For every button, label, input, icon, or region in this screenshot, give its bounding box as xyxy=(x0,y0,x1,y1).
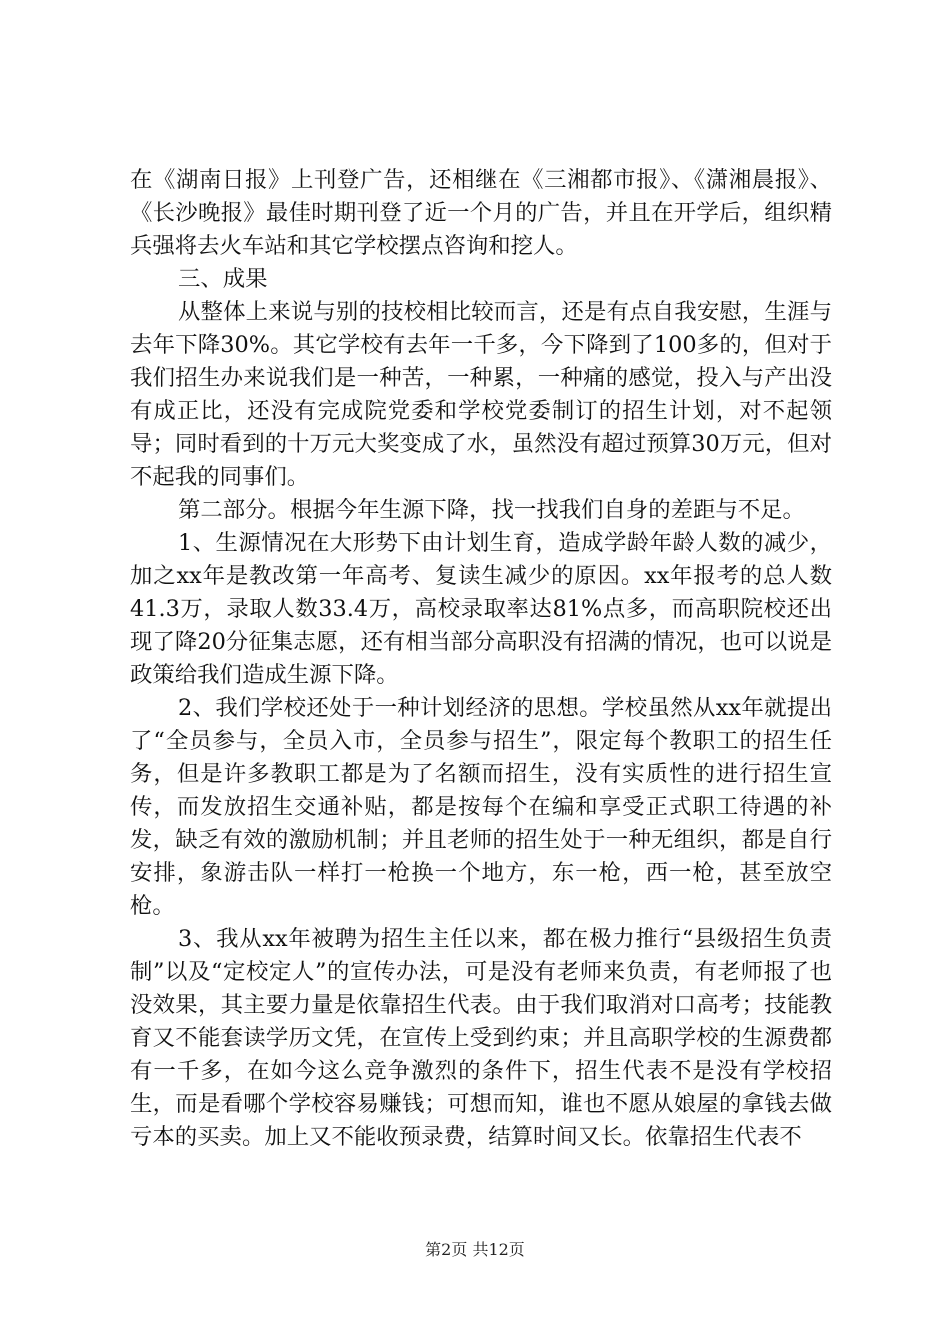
body-paragraph: 从整体上来说与别的技校相比较而言，还是有点自我安慰，生涯与去年下降30%。其它学校有去年一千多，今下降到了100多的，但对于我们招生办来说我们是一种苦，一种累，一种痛的感觉，投入与产出没有成正比，还没有完成院党委和学校党委制订的招生计划，对不起领导；同时看到的十万元大奖变成了水，虽然没有超过预算30万元，但对不起我的同事们。 xyxy=(130,299,832,490)
body-paragraph: 在《湖南日报》上刊登广告，还相继在《三湘都市报》、《潇湘晨报》、《长沙晚报》最佳时期刊登了近一个月的广告，并且在开学后，组织精兵强将去火车站和其它学校摆点咨询和挖人。 xyxy=(130,167,832,259)
document-body xyxy=(130,164,832,1154)
numbered-paragraph: 3、我从xx年被聘为招生主任以来，都在极力推行“县级招生负责制”以及“定校定人”的宣传办法，可是没有老师来负责，有老师报了也没效果，其主要力量是依靠招生代表。由于我们取消对口高考；技能教育又不能套读学历文凭，在宣传上受到约束；并且高职学校的生源费都有一千多，在如今这么竞争激烈的条件下，招生代表不是没有学校招生，而是看哪个学校容易赚钱；可想而知，谁也不愿从娘屋的拿钱去做亏本的买卖。加上又不能收预录费，结算时间又长。依靠招生代表不 xyxy=(130,926,832,1150)
page-footer xyxy=(0,1240,950,1260)
numbered-paragraph: 1、生源情况在大形势下由计划生育，造成学龄年龄人数的减少，加之xx年是教改第一年高考、复读生减少的原因。xx年报考的总人数41.3万，录取人数33.4万，高校录取率达81%点多，而高职院校还出现了降20分征集志愿，还有相当部分高职没有招满的情况，也可以说是政策给我们造成生源下降。 xyxy=(130,530,832,688)
section-heading: 三、成果 xyxy=(178,266,268,292)
numbered-paragraph: 2、我们学校还处于一种计划经济的思想。学校虽然从xx年就提出了“全员参与，全员入市，全员参与招生”，限定每个教职工的招生任务，但是许多教职工都是为了名额而招生，没有实质性的进行招生宣传，而发放招生交通补贴，都是按每个在编和享受正式职工待遇的补发，缺乏有效的激励机制；并且老师的招生处于一种无组织，都是自行安排，象游击队一样打一枪换一个地方，东一枪，西一枪，甚至放空枪。 xyxy=(130,695,832,919)
part-heading: 第二部分。根据今年生源下降，找一找我们自身的差距与不足。 xyxy=(178,497,805,523)
page-number: 第2页 共12页 xyxy=(425,1240,525,1259)
